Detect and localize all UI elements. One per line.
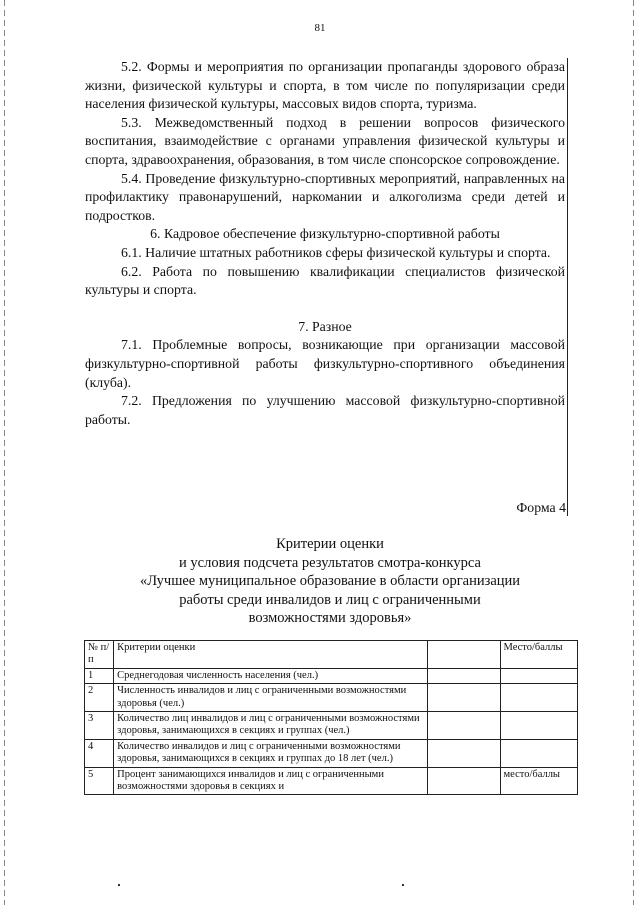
row-place: место/баллы	[500, 767, 577, 795]
row-place	[500, 668, 577, 683]
row-num: 3	[85, 712, 114, 740]
table-row	[85, 739, 578, 767]
row-place	[500, 739, 577, 767]
criteria-title-line: «Лучшее муниципальное образование в области организации	[139, 573, 521, 589]
row-criteria: Количество лиц инвалидов и лиц с ограниченными возможностями здоровья, занимающихся в секциях и группах (чел.)	[114, 712, 428, 740]
header-criteria: Критерии оценки	[114, 641, 428, 669]
paragraph-7-1: 7.1. Проблемные вопросы, возникающие при организации массовой физкультурно-спортивной работы физкультурно-спортивного объединения (клуба).	[85, 337, 565, 390]
margin-line	[567, 58, 568, 516]
header-num: № п/п	[85, 641, 114, 669]
page-edge-left	[4, 0, 5, 905]
table-row	[85, 684, 578, 712]
table-cell-empty	[428, 739, 500, 767]
table-cell-empty	[428, 684, 500, 712]
scan-dot	[402, 884, 404, 886]
paragraph-5-4: 5.4. Проведение физкультурно-спортивных мероприятий, направленных на профилактику правонарушений, наркомании и алкоголизма среди детей и подростков.	[85, 170, 565, 223]
paragraph-5-3: 5.3. Межведомственный подход в решении вопросов физического воспитания, взаимодействие с органами управления физической культуры и спорта, здравоохранения, образования, в том числе спонсорское сопровождение.	[85, 114, 565, 167]
paragraph-6-1: 6.1. Наличие штатных работников сферы физической культуры и спорта.	[121, 244, 551, 260]
row-criteria: Процент занимающихся инвалидов и лиц с ограниченными возможностями здоровья в секциях и	[114, 767, 428, 795]
criteria-title-line: возможностями здоровья»	[248, 610, 412, 626]
table-cell-empty	[428, 668, 500, 683]
row-num: 2	[85, 684, 114, 712]
criteria-title-line: и условия подсчета результатов смотра-конкурса	[179, 554, 481, 571]
header-place: Место/баллы	[500, 641, 577, 669]
row-criteria: Среднегодовая численность населения (чел.)	[114, 668, 428, 683]
table-row	[85, 668, 578, 683]
row-num: 5	[85, 767, 114, 795]
row-criteria: Численность инвалидов и лиц с ограниченными возможностями здоровья (чел.)	[114, 684, 428, 712]
table-header-row	[85, 641, 578, 669]
table-row	[85, 767, 578, 795]
form-label: Форма 4	[516, 500, 566, 515]
row-num: 4	[85, 739, 114, 767]
table-cell-empty	[428, 712, 500, 740]
page-number: 81	[314, 22, 326, 34]
criteria-title	[85, 535, 575, 628]
criteria-title-line: Критерии оценки	[276, 536, 384, 552]
section-6-heading: 6. Кадровое обеспечение физкультурно-спортивной работы	[150, 226, 500, 242]
body-text	[85, 58, 565, 429]
table-row	[85, 712, 578, 740]
paragraph-5-2: 5.2. Формы и мероприятия по организации пропаганды здорового образа жизни, физической культуры и спорта, в том числе по популяризации среди населения физической культуры, массовых видов спорта, туризма.	[85, 59, 565, 112]
row-place	[500, 684, 577, 712]
page-edge-right	[633, 0, 634, 905]
section-7-heading: 7. Разное	[298, 318, 352, 334]
row-criteria: Количество инвалидов и лиц с ограниченными возможностями здоровья, занимающихся в секциях и группах до 18 лет (чел.)	[114, 739, 428, 767]
table-cell-empty	[428, 641, 500, 669]
paragraph-6-2: 6.2. Работа по повышению квалификации специалистов физической культуры и спорта.	[85, 263, 565, 298]
criteria-title-line: работы среди инвалидов и лиц с ограниченными	[179, 591, 481, 608]
criteria-table	[84, 640, 578, 795]
row-place	[500, 712, 577, 740]
table-cell-empty	[428, 767, 500, 795]
paragraph-7-2: 7.2. Предложения по улучшению массовой физкультурно-спортивной работы.	[85, 393, 565, 427]
row-num: 1	[85, 668, 114, 683]
scan-dot	[118, 884, 120, 886]
